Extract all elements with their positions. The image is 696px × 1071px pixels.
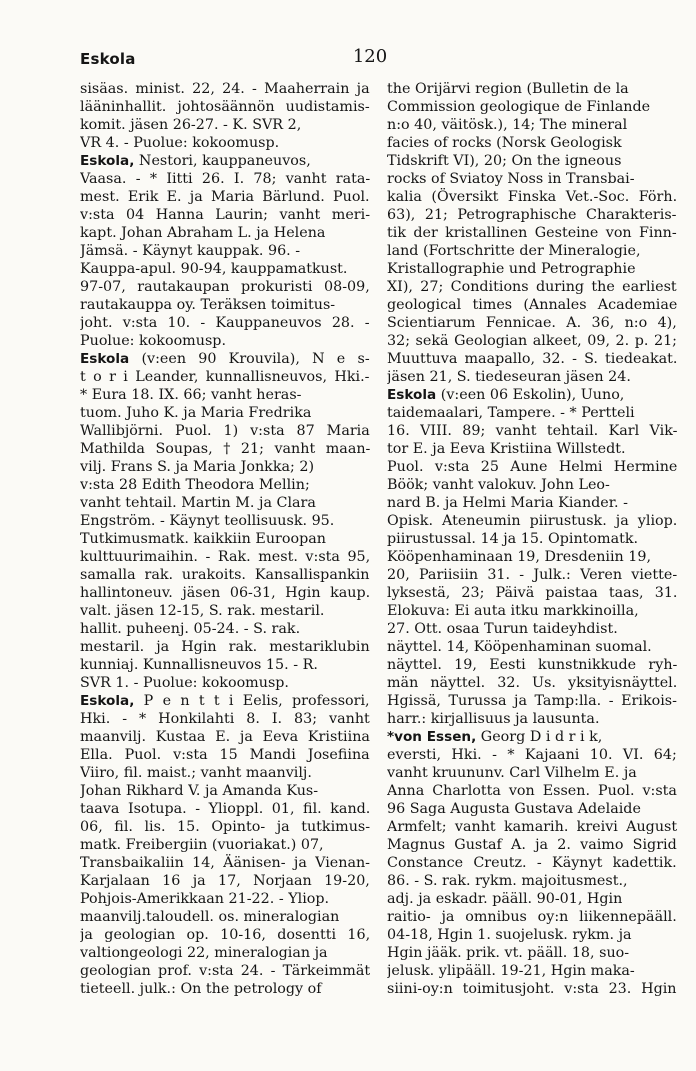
line-text: Scientiarum Fennicae. A. 36, n:o 4), [387, 315, 677, 331]
text-line [387, 674, 677, 692]
line-text: 06, fil. lis. 15. Opinto- ja tutkimus- [80, 819, 370, 835]
text-line [387, 944, 677, 962]
text-line [387, 908, 677, 926]
line-text: Opisk. Ateneumin piirustusk. ja yliop. [387, 513, 677, 529]
text-line [387, 872, 677, 890]
text-line [387, 638, 677, 656]
text-line [80, 458, 370, 476]
line-text: rautakauppa oy. Teräksen toimitus- [80, 297, 336, 313]
text-line [387, 728, 677, 746]
text-line [387, 116, 677, 134]
entry-heading: Eskola [80, 351, 130, 367]
line-text: Böök; vanht valokuv. John Leo- [387, 477, 610, 493]
line-text: 27. Ott. osaa Turun taideyhdist. [387, 621, 618, 637]
line-text: Constance Creutz. - Käynyt kadettik. [387, 855, 677, 871]
line-text: Vaasa. - * Iitti 26. I. 78; vanht rata- [80, 171, 370, 187]
line-text: Kauppa-apul. 90-94, kauppamatkust. [80, 261, 348, 277]
line-text: Hki. - * Honkilahti 8. I. 83; vanht [80, 711, 370, 727]
line-text: Ella. Puol. v:sta 15 Mandi Josefiina [80, 747, 370, 763]
line-text: Puolue: kokoomusp. [80, 333, 226, 349]
text-line [387, 98, 677, 116]
line-text: Engström. - Käynyt teollisuusk. 95. [80, 513, 335, 529]
line-text: hallintoneuv. jäsen 06-31, Hgin kaup. [80, 585, 370, 601]
line-text: Karjalaan 16 ja 17, Norjaan 19-20, [80, 873, 370, 889]
line-text: joht. v:sta 10. - Kauppaneuvos 28. - [80, 315, 370, 331]
text-line [387, 800, 677, 818]
running-head [80, 46, 680, 70]
text-line [80, 260, 370, 278]
line-text: 97-07, rautakaupan prokuristi 08-09, [80, 279, 370, 295]
line-text: Pohjois-Amerikkaan 21-22. - Yliop. [80, 891, 330, 907]
line-text: taidemaalari, Tampere. - * Pertteli [387, 405, 635, 421]
line-text: Kööpenhaminaan 19, Dresdeniin 19, [387, 549, 652, 565]
text-line [387, 512, 677, 530]
line-text: Anna Charlotta von Essen. Puol. v:sta [387, 783, 677, 799]
text-line [387, 530, 677, 548]
text-line [80, 926, 370, 944]
line-text: ja geologian op. 10-16, dosentti 16, [80, 927, 370, 943]
text-line [387, 296, 677, 314]
line-text: samalla rak. urakoits. Kansallispankin [80, 567, 370, 583]
line-text: 20, Pariisiin 31. - Julk.: Veren viette- [387, 567, 677, 583]
text-line [80, 278, 370, 296]
text-line [387, 476, 677, 494]
text-line [387, 548, 677, 566]
line-text: Tidskrift VI), 20; On the igneous [387, 153, 622, 169]
line-text: Nestori, kauppaneuvos, [134, 153, 311, 169]
text-line [387, 386, 677, 404]
line-text: kalia (Översikt Finska Vet.-Soc. Förh. [387, 189, 677, 205]
text-line [387, 836, 677, 854]
text-line [80, 512, 370, 530]
running-head-word: Eskola [80, 50, 136, 68]
text-line [387, 584, 677, 602]
line-text: raitio- ja omnibus oy:n liikennepääll. [387, 909, 677, 925]
line-text: 04-18, Hgin 1. suojelusk. rykm. ja [387, 927, 632, 943]
line-text: 63), 21; Petrographische Charakteris- [387, 207, 677, 223]
text-line [387, 710, 677, 728]
line-text: jelusk. ylipääll. 19-21, Hgin maka- [387, 963, 635, 979]
text-line [80, 746, 370, 764]
text-line [80, 188, 370, 206]
text-line [80, 476, 370, 494]
text-line [387, 494, 677, 512]
text-line [387, 782, 677, 800]
text-line [80, 98, 370, 116]
text-line [387, 368, 677, 386]
line-text: (v:een 06 Eskolin), Uuno, [436, 387, 625, 403]
text-line [80, 602, 370, 620]
line-text: XI), 27; Conditions during the earliest [387, 279, 677, 295]
text-line [80, 800, 370, 818]
text-line [387, 80, 677, 98]
line-text: * Eura 18. IX. 66; vanht heras- [80, 387, 302, 403]
text-line [80, 242, 370, 260]
text-line [80, 872, 370, 890]
line-text: matk. Freibergiin (vuoriakat.) 07, [80, 837, 324, 853]
text-line [80, 350, 370, 368]
line-text: Mathilda Soupas, † 21; vanht maan- [80, 441, 370, 457]
text-line [80, 494, 370, 512]
text-line [387, 980, 677, 998]
text-line [80, 584, 370, 602]
text-line [80, 566, 370, 584]
line-text: Wallibjörni. Puol. 1) v:sta 87 Maria [80, 423, 370, 439]
line-text: 96 Saga Augusta Gustava Adelaide [387, 801, 641, 817]
line-text: Hgin jääk. prik. vt. pääll. 18, suo- [387, 945, 630, 961]
line-text: (v:een 90 Krouvila), N e s- [129, 351, 370, 367]
line-text: Puol. v:sta 25 Aune Helmi Hermine [387, 459, 677, 475]
text-line [80, 368, 370, 386]
line-text: näyttel. 19, Eesti kunstnikkude ryh- [387, 657, 677, 673]
line-text: maanvilj.taloudell. os. mineralogian [80, 909, 340, 925]
line-text: lyksestä, 23; Päivä paistaa taas, 31. [387, 585, 677, 601]
text-line [387, 602, 677, 620]
line-text: P e n t t i Eelis, professori, [134, 693, 370, 709]
line-text: 86. - S. rak. rykm. majoitusmest., [387, 873, 628, 889]
text-line [387, 692, 677, 710]
text-line [80, 170, 370, 188]
text-line [80, 152, 370, 170]
text-line [80, 980, 370, 998]
line-text: nard B. ja Helmi Maria Kiander. - [387, 495, 628, 511]
line-text: maanvilj. Kustaa E. ja Eeva Kristiina [80, 729, 370, 745]
line-text: geological times (Annales Academiae [387, 297, 677, 313]
text-line [80, 674, 370, 692]
line-text: kapt. Johan Abraham L. ja Helena [80, 225, 326, 241]
line-text: män näyttel. 32. Us. yksityisnäyttel. [387, 675, 677, 691]
text-line [80, 890, 370, 908]
line-text: VR 4. - Puolue: kokoomusp. [80, 135, 280, 151]
text-line [80, 548, 370, 566]
text-line [387, 278, 677, 296]
line-text: v:sta 04 Hanna Laurin; vanht meri- [80, 207, 370, 223]
line-text: Elokuva: Ei auta itku markkinoilla, [387, 603, 639, 619]
line-text: Muuttuva maapallo, 32. - S. tiedeakat. [387, 351, 677, 367]
line-text: Armfelt; vanht kamarih. kreivi August [387, 819, 677, 835]
line-text: taava Isotupa. - Ylioppl. 01, fil. kand. [80, 801, 370, 817]
right-column [387, 80, 677, 998]
line-text: valt. jäsen 12-15, S. rak. mestaril. [80, 603, 325, 619]
line-text: vilj. Frans S. ja Maria Jonkka; 2) [80, 459, 315, 475]
text-line [387, 656, 677, 674]
line-text: tik der kristallinen Gesteine von Finn- [387, 225, 677, 241]
text-line [387, 404, 677, 422]
text-line [80, 206, 370, 224]
text-line [387, 566, 677, 584]
line-text: kulttuurimaihin. - Rak. mest. v:sta 95, [80, 549, 370, 565]
line-text: kunniaj. Kunnallisneuvos 15. - R. [80, 657, 318, 673]
text-line [80, 728, 370, 746]
text-line [387, 818, 677, 836]
text-line [80, 854, 370, 872]
line-text: geologian prof. v:sta 24. - Tärkeimmät [80, 963, 370, 979]
text-line [387, 764, 677, 782]
line-text: n:o 40, väitösk.), 14; The mineral [387, 117, 628, 133]
line-text: Commission geologique de Finlande [387, 99, 651, 115]
line-text: vanht kruununv. Carl Vilhelm E. ja [387, 765, 637, 781]
text-line [80, 836, 370, 854]
line-text: harr.: kirjallisuus ja lausunta. [387, 711, 600, 727]
left-column [80, 80, 370, 998]
text-line [80, 296, 370, 314]
text-line [387, 926, 677, 944]
entry-heading: Eskola, [80, 153, 135, 169]
text-line [387, 170, 677, 188]
line-text: tor E. ja Eeva Kristiina Willstedt. [387, 441, 626, 457]
line-text: the Orijärvi region (Bulletin de la [387, 81, 629, 97]
text-line [80, 818, 370, 836]
text-line [80, 332, 370, 350]
text-line [387, 440, 677, 458]
text-line [387, 350, 677, 368]
line-text: t o r i Leander, kunnallisneuvos, Hki.- [80, 369, 370, 385]
text-line [80, 314, 370, 332]
line-text: eversti, Hki. - * Kajaani 10. VI. 64; [387, 747, 677, 763]
text-line [387, 224, 677, 242]
text-line [80, 530, 370, 548]
page-number: 120 [352, 46, 388, 67]
line-text: Transbaikaliin 14, Äänisen- ja Vienan- [80, 855, 370, 871]
line-text: piirustussal. 14 ja 15. Opintomatk. [387, 531, 639, 547]
entry-heading: Eskola [387, 387, 437, 403]
line-text: rocks of Sviatoy Noss in Transbai- [387, 171, 635, 187]
line-text: v:sta 28 Edith Theodora Mellin; [80, 477, 310, 493]
text-line [80, 440, 370, 458]
line-text: Johan Rikhard V. ja Amanda Kus- [80, 783, 319, 799]
text-line [80, 962, 370, 980]
text-line [387, 206, 677, 224]
line-text: sisäas. minist. 22, 24. - Maaherrain ja [80, 81, 370, 97]
line-text: land (Fortschritte der Mineralogie, [387, 243, 641, 259]
text-line [80, 386, 370, 404]
text-line [80, 782, 370, 800]
text-line [387, 188, 677, 206]
line-text: Viiro, fil. maist.; vanht maanvilj. [80, 765, 312, 781]
text-line [80, 116, 370, 134]
entry-heading: Eskola, [80, 693, 135, 709]
text-line [387, 242, 677, 260]
line-text: näyttel. 14, Kööpenhaminan suomal. [387, 639, 652, 655]
line-text: Georg D i d r i k, [476, 729, 603, 745]
line-text: Hgissä, Turussa ja Tamp:lla. - Erikois- [387, 693, 677, 709]
line-text: hallit. puheenj. 05-24. - S. rak. [80, 621, 301, 637]
text-line [387, 890, 677, 908]
text-line [80, 764, 370, 782]
text-line [80, 638, 370, 656]
text-line [387, 422, 677, 440]
line-text: adj. ja eskadr. pääll. 90-01, Hgin [387, 891, 623, 907]
line-text: facies of rocks (Norsk Geologisk [387, 135, 622, 151]
line-text: 32; sekä Geologian alkeet, 09, 2. p. 21; [387, 333, 677, 349]
text-line [80, 404, 370, 422]
text-line [80, 710, 370, 728]
text-line [80, 224, 370, 242]
text-line [387, 746, 677, 764]
text-line [80, 422, 370, 440]
line-text: mestaril. ja Hgin rak. mestariklubin [80, 639, 370, 655]
line-text: Jämsä. - Käynyt kauppak. 96. - [80, 243, 301, 259]
text-line [80, 656, 370, 674]
line-text: siini-oy:n toimitusjoht. v:sta 23. Hgin [387, 981, 677, 997]
text-line [80, 692, 370, 710]
line-text: 16. VIII. 89; vanht tehtail. Karl Vik- [387, 423, 677, 439]
text-line [387, 152, 677, 170]
line-text: komit. jäsen 26-27. - K. SVR 2, [80, 117, 302, 133]
line-text: tuom. Juho K. ja Maria Fredrika [80, 405, 312, 421]
text-line [387, 962, 677, 980]
line-text: Tutkimusmatk. kaikkiin Euroopan [80, 531, 326, 547]
line-text: Magnus Gustaf A. ja 2. vaimo Sigrid [387, 837, 677, 853]
line-text: mest. Erik E. ja Maria Bärlund. Puol. [80, 189, 370, 205]
line-text: valtiongeologi 22, mineralogian ja [80, 945, 328, 961]
line-text: tieteell. julk.: On the petrology of [80, 981, 322, 997]
text-line [387, 620, 677, 638]
line-text: lääninhallit. johtosäännön uudistamis- [80, 99, 370, 115]
text-line [387, 458, 677, 476]
text-line [80, 80, 370, 98]
text-line [80, 908, 370, 926]
line-text: vanht tehtail. Martin M. ja Clara [80, 495, 316, 511]
line-text: Kristallographie und Petrographie [387, 261, 636, 277]
text-line [387, 314, 677, 332]
text-line [80, 134, 370, 152]
line-text: SVR 1. - Puolue: kokoomusp. [80, 675, 289, 691]
line-text: jäsen 21, S. tiedeseuran jäsen 24. [387, 369, 631, 385]
text-line [80, 944, 370, 962]
text-line [387, 260, 677, 278]
text-line [387, 134, 677, 152]
text-line [387, 332, 677, 350]
text-line [387, 854, 677, 872]
text-line [80, 620, 370, 638]
entry-heading: *von Essen, [387, 729, 477, 745]
